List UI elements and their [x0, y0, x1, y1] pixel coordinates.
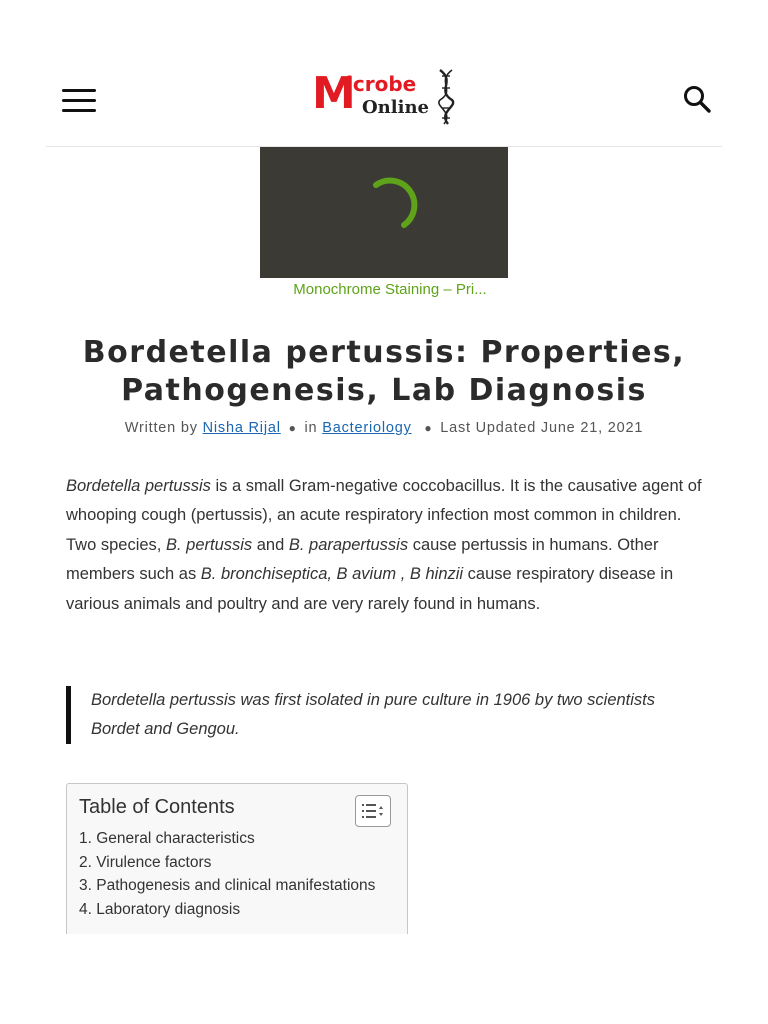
quote-text: Bordetella pertussis was first isolated in pure culture in 1906 by two scientists Bordet and Gengou. — [91, 691, 656, 739]
toc-item-laboratory-diagnosis[interactable]: 4. Laboratory diagnosis — [79, 900, 241, 918]
video-player[interactable] — [260, 147, 508, 278]
intro-italic-7: B. bronchiseptica, B avium , B hinzii — [200, 565, 464, 584]
toc-toggle-button[interactable] — [355, 795, 391, 827]
last-updated: Last Updated June 21, 2021 — [440, 420, 644, 436]
video-caption-link[interactable]: Monochrome Staining – Pri... — [293, 281, 487, 298]
intro-paragraph — [66, 472, 706, 619]
list-toggle-icon — [362, 803, 384, 819]
toc-item-pathogenesis[interactable]: 3. Pathogenesis and clinical manifestations — [79, 877, 376, 894]
site-header — [46, 60, 722, 147]
toc-item-general-characteristics[interactable]: 1. General characteristics — [79, 830, 255, 847]
blockquote — [66, 686, 701, 744]
menu-icon[interactable] — [62, 89, 96, 113]
author-link[interactable]: Nisha Rijal — [202, 420, 281, 436]
toc-list — [79, 827, 375, 921]
intro-italic-5: B. parapertussis — [288, 535, 409, 554]
intro-italic-3: B. pertussis — [165, 535, 253, 554]
logo-online: Online — [362, 97, 429, 118]
in-label: in — [304, 420, 318, 436]
written-by-label: Written by — [124, 420, 198, 436]
intro-text-4: and — [252, 535, 289, 554]
table-of-contents — [66, 783, 408, 934]
logo-m: M — [312, 68, 354, 119]
intro-text-8: cause respiratory disease in various animals and poultry and are very rarely found in humans. — [66, 565, 674, 613]
intro-italic-1: Bordetella pertussis — [66, 477, 211, 495]
separator-dot-icon: ● — [424, 421, 433, 435]
site-logo[interactable] — [312, 68, 462, 130]
separator-dot-icon: ● — [288, 421, 297, 435]
category-link[interactable]: Bacteriology — [322, 420, 412, 436]
toc-item-virulence-factors[interactable]: 2. Virulence factors — [79, 853, 212, 871]
search-icon[interactable] — [682, 84, 712, 114]
toc-title: Table of Contents — [79, 796, 235, 818]
article-title: Bordetella pertussis: Properties, Pathogenesis, Lab Diagnosis — [82, 335, 686, 408]
loading-spinner-icon — [358, 177, 418, 237]
article-meta — [40, 420, 728, 436]
intro-text-2: is a small Gram-negative coccobacillus. It is the causative agent of whooping cough (pertussis), an acute respiratory infection most common in children. Two species, — [66, 477, 702, 554]
intro-text-6: cause pertussis in humans. Other members such as — [66, 535, 659, 584]
logo-icrobe: icrobe — [346, 72, 417, 96]
dna-icon — [434, 68, 458, 126]
